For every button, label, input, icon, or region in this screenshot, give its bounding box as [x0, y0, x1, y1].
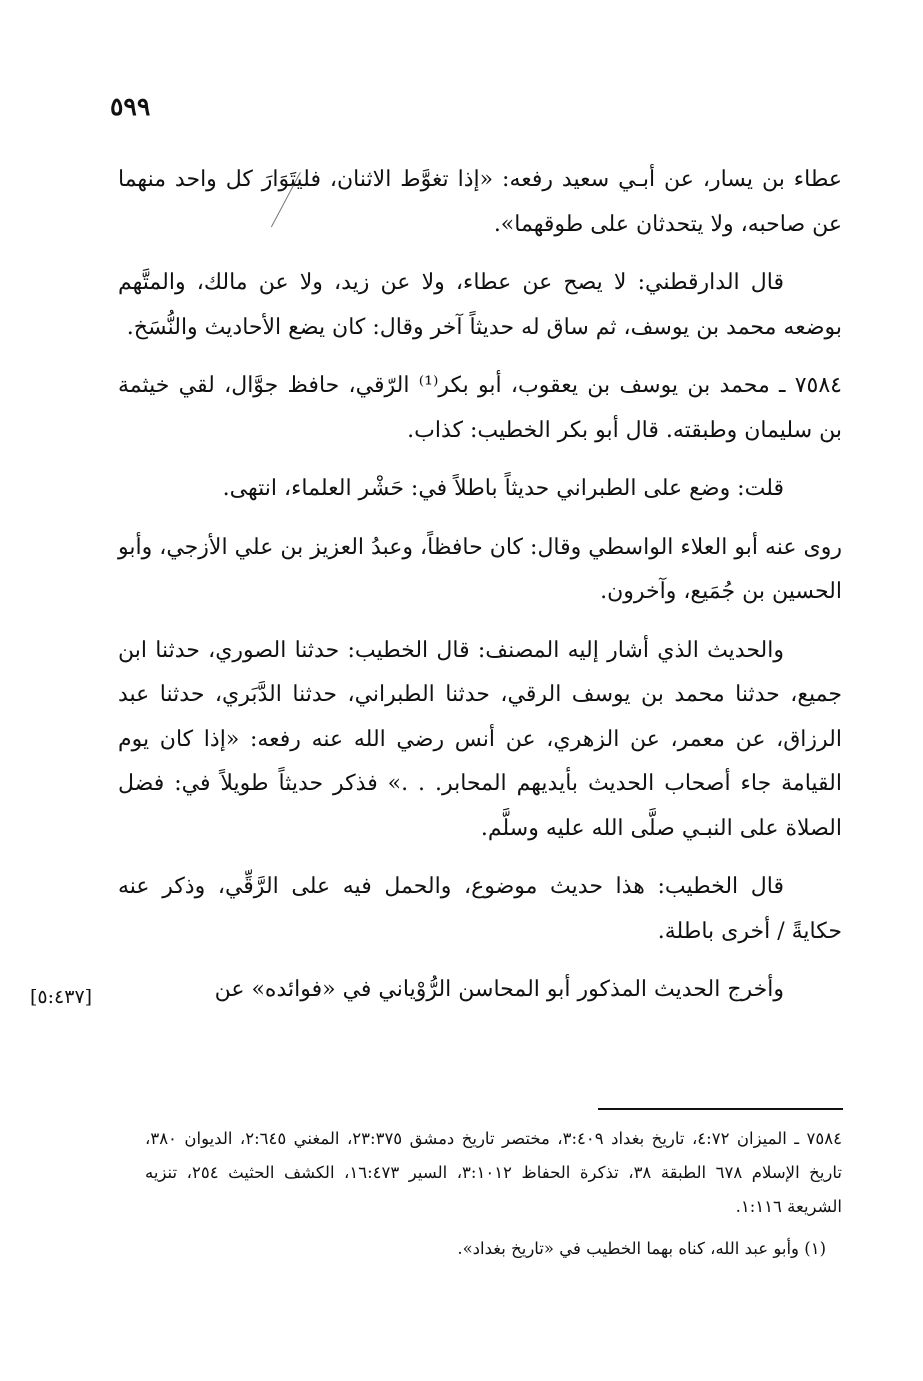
paragraph-narrators: روى عنه أبو العلاء الواسطي وقال: كان حافظاً، وعبدُ العزيز بن علي الأزجي، وأبو الحسين بن جُمَيع، وآخرون. [118, 534, 842, 604]
paragraph-ruyani: وأخرج الحديث المذكور أبو المحاسن الرُّوْياني في «فوائده» عن [214, 977, 784, 1002]
paragraph-khatib: قال الخطيب: هذا حديث موضوع، والحمل فيه على الرَّقِّي، وذكر عنه حكايةً / أخرى باطلة. [118, 874, 842, 944]
footnote-1: (١) وأبو عبد الله، كناه بهما الخطيب في «تاريخ بغداد». [457, 1239, 826, 1258]
marginal-reference: [٥:٤٣٧] [30, 986, 93, 1008]
paragraph-qultu: قلت: وضع على الطبراني حديثاً باطلاً في: حَشْر العلماء، انتهى. [222, 476, 784, 501]
paragraph-daraqutni: قال الدارقطني: لا يصح عن عطاء، ولا عن زيد، ولا عن مالك، والمتَّهم بوضعه محمد بن يوسف، ثم ساق له حديثاً آخر وقال: كان يضع الأحاديث والنُّسَخ. [118, 270, 842, 340]
main-text [118, 158, 842, 1027]
page-number: ٥٩٩ [110, 92, 151, 121]
footnote-divider [598, 1108, 843, 1110]
paragraph-entry-7584: ٧٥٨٤ ـ محمد بن يوسف بن يعقوب، أبو بكر⁽¹⁾ الرّقي، حافظ جوَّال، لقي خيثمة بن سليمان وطبقته. قال أبو بكر الخطيب: كذاب. [118, 373, 842, 443]
paragraph-continuation: عطاء بن يسار، عن أبـي سعيد رفعه: «إذا تغوَّط الاثنان، فليتَوَارَ كل واحد منهما عن صاحبه، ولا يتحدثان على طوقهما». [118, 167, 842, 237]
footnotes [145, 1122, 842, 1266]
paragraph-hadith: والحديث الذي أشار إليه المصنف: قال الخطيب: حدثنا الصوري، حدثنا ابن جميع، حدثنا محمد بن يوسف الرقي، حدثنا الطبراني، حدثنا الدَّبَري، حدثنا عبد الرزاق، عن معمر، عن الزهري، عن أنس رضي الله عنه رفعه: «إذا كان يوم القيامة جاء أصحاب الحديث بأيديهم المحابر. . .» فذكر حديثاً طويلاً في: فضل الصلاة على النبـي صلَّى الله عليه وسلَّم. [118, 637, 842, 841]
footnote-sources: ٧٥٨٤ ـ الميزان ٤:٧٢، تاريخ بغداد ٣:٤٠٩، مختصر تاريخ دمشق ٢٣:٣٧٥، المغني ٢:٦٤٥، الديوان ٣٨٠، تاريخ الإسلام ٦٧٨ الطبقة ٣٨، تذكرة الحفاظ ٣:١٠١٢، السير ١٦:٤٧٣، الكشف الحثيث ٢٥٤، تنزيه الشريعة ١:١١٦. [145, 1129, 842, 1216]
